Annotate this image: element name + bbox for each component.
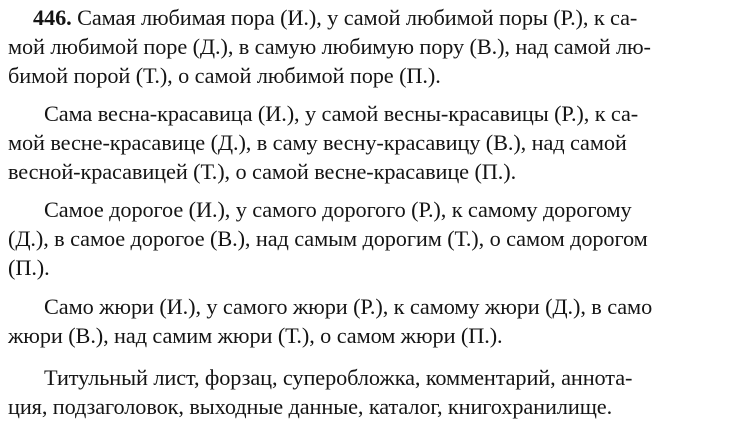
text-line: Само жюри (И.), у самого жюри (Р.), к самому жюри (Д.), в само: [44, 294, 653, 319]
text-line: Титульный лист, форзац, суперобложка, комментарий, аннота-: [44, 365, 633, 390]
exercise-number: 446.: [33, 5, 72, 30]
text-line: весной-красавицей (Т.), о самой весне-красавице (П.).: [8, 159, 517, 184]
text-line: мой любимой поре (Д.), в самую любимую пору (В.), над самой лю-: [8, 34, 651, 59]
text-line: [33, 4, 637, 32]
text-line: мой весне-красавице (Д.), в саму весну-красавицу (В.), над самой: [8, 130, 627, 155]
text-line: (Д.), в самое дорогое (В.), над самым дорогим (Т.), о самом дорогом: [8, 226, 648, 251]
text-line: (П.).: [8, 255, 50, 280]
text-line: бимой порой (Т.), о самой любимой поре (П.).: [8, 63, 441, 88]
text-line: Сама весна-красавица (И.), у самой весны-красавицы (Р.), к са-: [44, 101, 639, 126]
text-segment: Самая любимая пора (И.), у самой любимой поры (Р.), к са-: [71, 5, 638, 30]
text-line: ция, подзаголовок, выходные данные, каталог, книгохранилище.: [8, 394, 613, 419]
text-line: Самое дорогое (И.), у самого дорогого (Р.), к самому дорогому: [44, 197, 632, 222]
text-line: жюри (В.), над самим жюри (Т.), о самом жюри (П.).: [8, 323, 503, 348]
